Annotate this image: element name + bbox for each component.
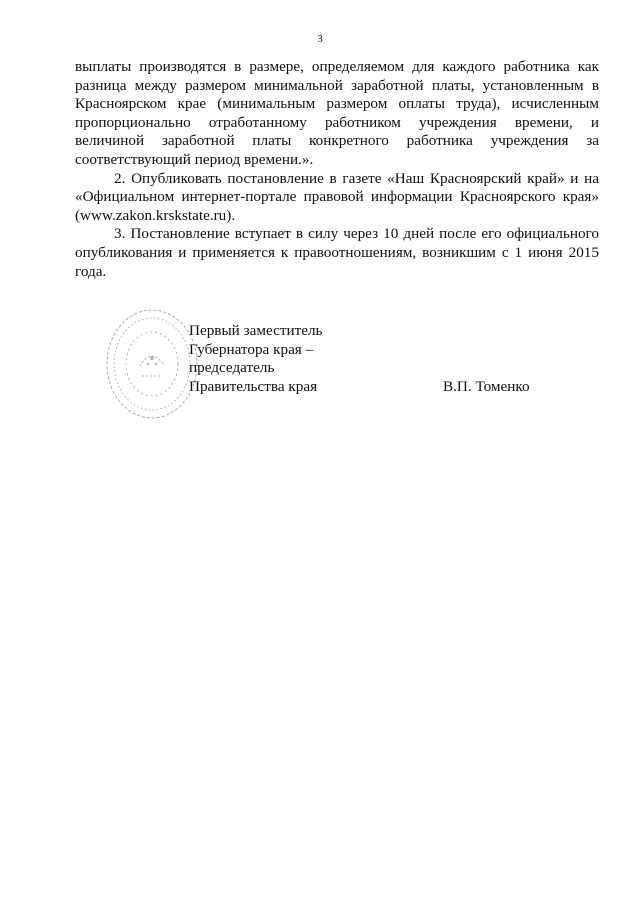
page-number: 3 xyxy=(317,33,323,45)
signatory-title-line: председатель xyxy=(189,359,275,377)
signatory-title-line: Правительства края xyxy=(189,377,318,395)
signatory-name: В.П. Томенко xyxy=(443,378,530,395)
document-body xyxy=(75,58,599,281)
paragraph-effective-date: 3. Постановление вступает в силу через 10 дней после его официального опубликования и применяется к правоотношениям, возникшим с 1 июня 2015 года. xyxy=(75,225,599,280)
signatory-title xyxy=(189,322,322,396)
signatory-title-line: Губернатора края – xyxy=(189,340,314,358)
official-seal-stamp xyxy=(104,306,200,422)
paragraph-continuation: выплаты производятся в размере, определяемом для каждого работника как разница между размером минимальной заработной платы, установленным в Красноярском крае (минимальным размером оплаты труда), исчисленным пропорционально отработанному работником учреждения времени, и величиной заработной платы конкретного работника учреждения за соответствующий период времени.». xyxy=(75,58,599,168)
signatory-title-line: Первый заместитель xyxy=(189,322,323,339)
paragraph-publication: 2. Опубликовать постановление в газете «Наш Красноярский край» и на «Официальном интернет-портале правовой информации Красноярского края» (www.zakon.krskstate.ru). xyxy=(75,169,599,224)
